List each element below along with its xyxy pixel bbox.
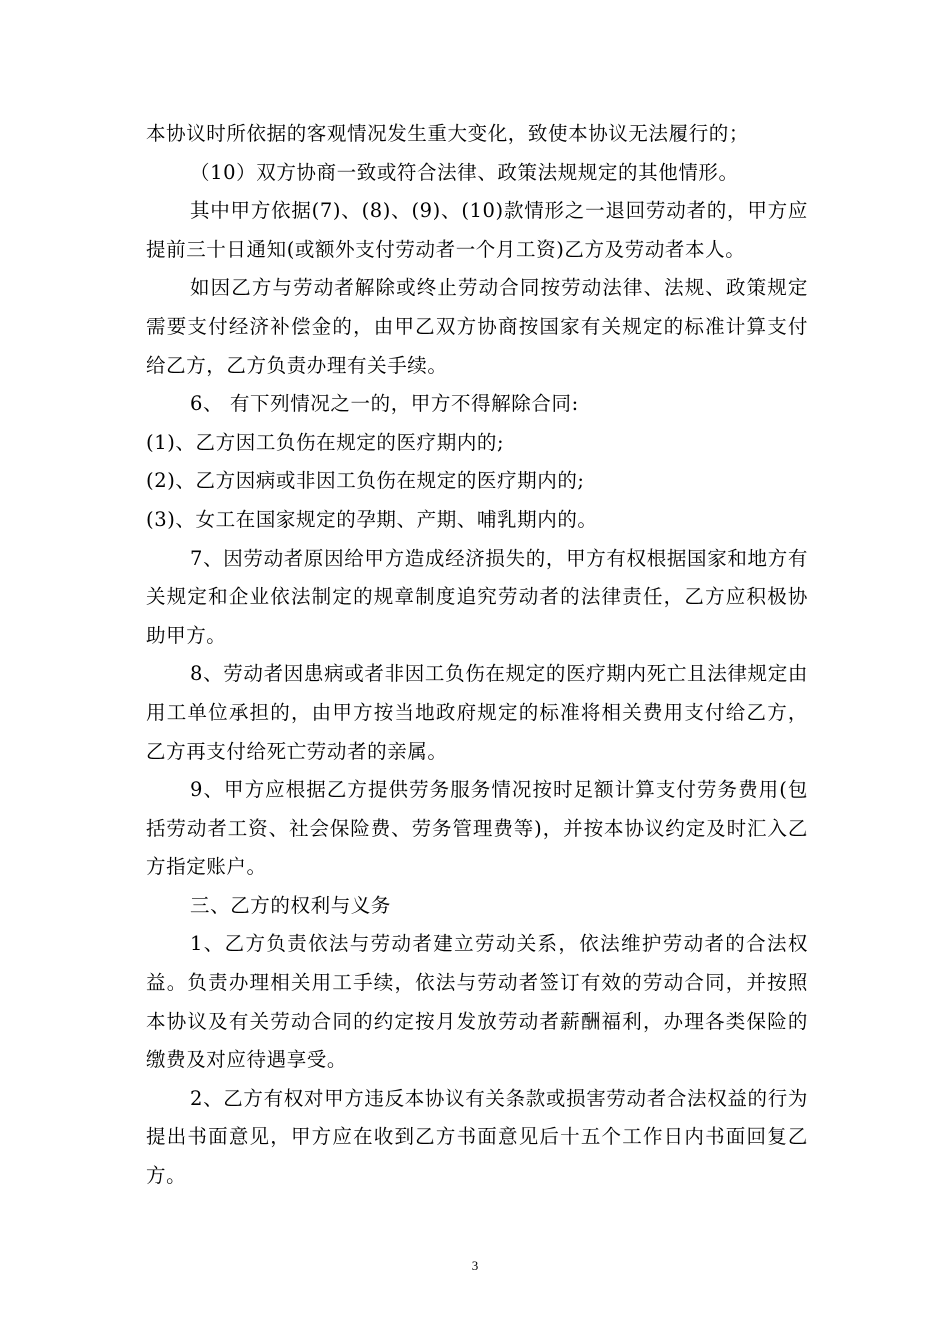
paragraph-item-6-1: (1)、乙方因工负伤在规定的医疗期内的; <box>146 430 505 454</box>
paragraph-clause-10: （10）双方协商一致或符合法律、政策法规规定的其他情形。 <box>190 160 739 184</box>
paragraph-item-6-2: (2)、乙方因病或非因工负伤在规定的医疗期内的; <box>146 469 585 493</box>
paragraph-item-6: 6、 有下列情况之一的，甲方不得解除合同: <box>190 392 579 416</box>
page-number: 3 <box>471 1258 479 1273</box>
paragraph-item-6-3: (3)、女工在国家规定的孕期、产期、哺乳期内的。 <box>146 507 598 531</box>
document-body <box>146 115 808 1196</box>
paragraph-item-7: 7、因劳动者原因给甲方造成经济损失的，甲方有权根据国家和地方有关规定和企业依法制定的规章制度追究劳动者的法律责任，乙方应积极协助甲方。 <box>146 546 808 647</box>
paragraph-item-8: 8、劳动者因患病或者非因工负伤在规定的医疗期内死亡且法律规定由用工单位承担的，由甲方按当地政府规定的标准将相关费用支付给乙方， 乙方再支付给死亡劳动者的亲属。 <box>146 662 808 763</box>
paragraph-item-9: 9、甲方应根据乙方提供劳务服务情况按时足额计算支付劳务费用(包括劳动者工资、社会保险费、劳务管理费等)，并按本协议约定及时汇入乙方指定账户。 <box>146 778 808 879</box>
paragraph-party-b-1: 1、乙方负责依法与劳动者建立劳动关系，依法维护劳动者的合法权益。负责办理相关用工手续，依法与劳动者签订有效的劳动合同，并按照本协议及有关劳动合同的约定按月发放劳动者薪酬福利，办理各类保险的缴费及对应待遇享受。 <box>146 932 808 1072</box>
paragraph-notice-period: 其中甲方依据(7)、(8)、(9)、(10)款情形之一退回劳动者的，甲方应提前三十日通知(或额外支付劳动者一个月工资)乙方及劳动者本人。 <box>146 199 808 261</box>
paragraph-party-b-2: 2、乙方有权对甲方违反本协议有关条款或损害劳动者合法权益的行为提出书面意见，甲方应在收到乙方书面意见后十五个工作日内书面回复乙方。 <box>146 1086 808 1188</box>
paragraph-continuation: 本协议时所依据的客观情况发生重大变化，致使本协议无法履行的； <box>146 122 750 145</box>
section-heading-party-b: 三、乙方的权利与义务 <box>190 893 392 917</box>
paragraph-economic-compensation: 如因乙方与劳动者解除或终止劳动合同按劳动法律、法规、政策规定需要支付经济补偿金的，由甲乙双方协商按国家有关规定的标准计算支付给乙方，乙方负责办理有关手续。 <box>146 276 808 377</box>
